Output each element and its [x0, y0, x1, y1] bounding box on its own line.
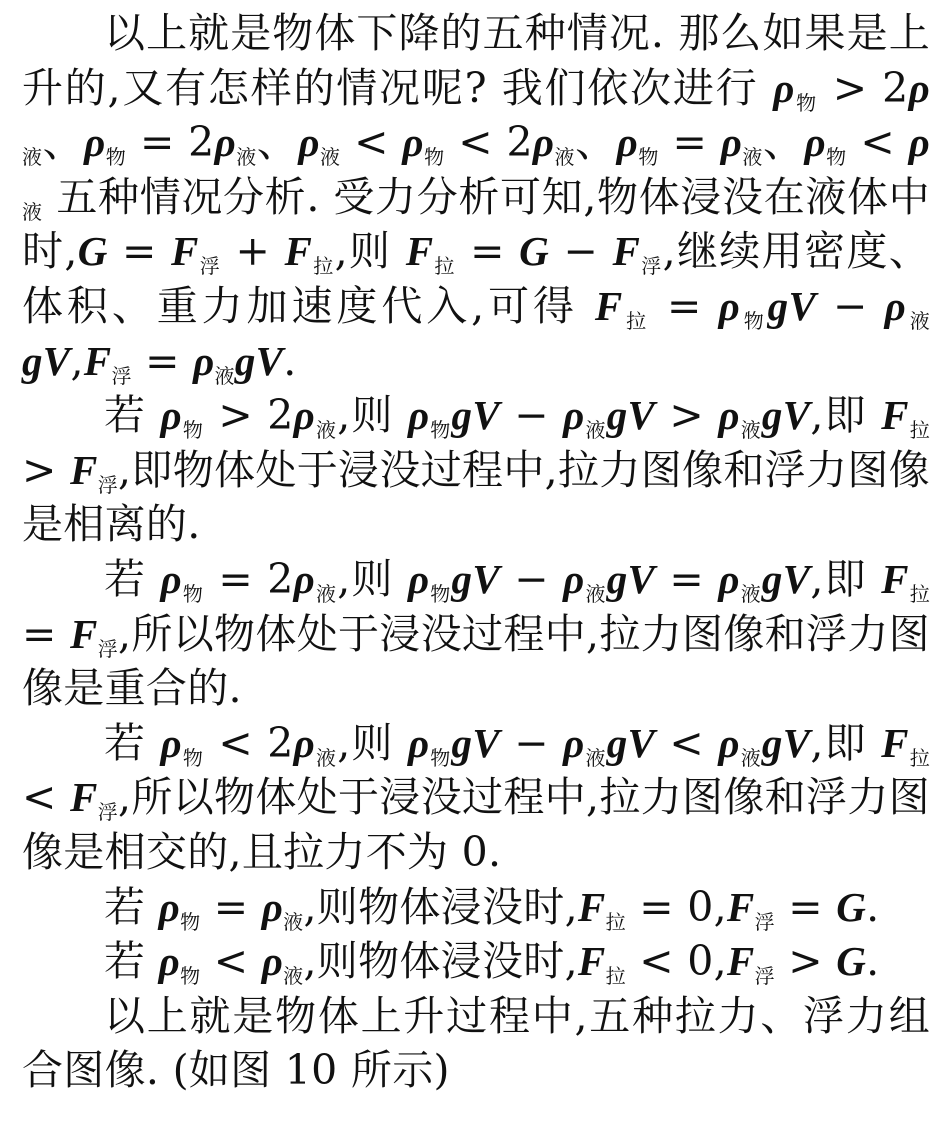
text-run: = [107, 227, 172, 276]
text-run: 、 [42, 118, 85, 167]
text-run: − [499, 391, 564, 440]
text-run: = [22, 609, 71, 658]
math-symbol: gV [22, 337, 71, 384]
math-symbol: $\rho_液$ [293, 555, 338, 606]
math-subscript: 液 [315, 583, 338, 606]
text-run: ,所以物体处于浸没过程中,拉力图像和浮力图像是重合的. [22, 609, 930, 713]
math-symbol: $F_拉$ [284, 228, 335, 279]
math-subscript: 物 [105, 147, 127, 170]
math-subscript: 液 [283, 966, 304, 989]
text-run: < 2 [204, 718, 294, 767]
text-run: 若 [104, 554, 161, 603]
text-run: . [866, 882, 880, 931]
math-symbol: $\rho_液$ [718, 719, 762, 770]
math-subscript: 拉 [605, 966, 626, 989]
math-subscript: 物 [181, 583, 205, 606]
math-subscript: 浮 [111, 365, 132, 388]
text-run: < 0, [625, 937, 727, 986]
math-symbol: $F_浮$ [612, 228, 663, 279]
paragraph-case-less-density [22, 934, 930, 989]
math-symbol: $\rho_物$ [773, 64, 818, 115]
text-run: . [283, 336, 297, 385]
math-subscript: 物 [180, 911, 201, 934]
math-subscript: 拉 [908, 583, 930, 606]
math-subscript: 液 [906, 310, 930, 333]
math-subscript: 浮 [198, 256, 222, 279]
math-symbol: gV [451, 392, 500, 439]
math-subscript: 物 [638, 147, 659, 170]
math-symbol: $\rho_物$ [718, 282, 768, 333]
math-subscript: 液 [584, 747, 607, 770]
text-run: > [655, 391, 719, 440]
text-run: ,即 [810, 718, 882, 767]
math-symbol: $F_浮$ [83, 337, 132, 388]
math-subscript: 物 [181, 747, 205, 770]
text-run: > 2 [817, 63, 909, 112]
math-subscript: 液 [584, 420, 607, 443]
text-run: 五种情况分析. 受力分析可知,物体浸没在液体中时, [22, 172, 930, 276]
text-run: = 2 [204, 554, 294, 603]
text-run: ,即 [810, 391, 882, 440]
text-run: − [499, 718, 564, 767]
text-run: − [549, 227, 613, 276]
text-run: ,则 [337, 718, 408, 767]
text-run: < 2 [444, 118, 533, 167]
text-run: = 2 [126, 118, 215, 167]
paragraph-case-less-than-double [22, 716, 930, 880]
text-run: 若 [104, 882, 159, 931]
math-symbol: $\rho_液$ [718, 392, 762, 443]
text-run: 、 [762, 118, 805, 167]
math-symbol: $\rho_液$ [884, 282, 930, 333]
math-subscript: 液 [739, 747, 762, 770]
math-symbol: $\rho_物$ [160, 719, 205, 770]
text-run: ,继续用密度、体积、重力加速度代入,可得 [22, 227, 930, 330]
math-symbol: $F_浮$ [70, 446, 119, 497]
text-run: 若 [104, 391, 161, 440]
text-run: ,则 [337, 391, 408, 440]
math-symbol: gV [451, 719, 500, 766]
math-symbol: $\rho_液$ [298, 119, 341, 170]
paragraph-conclusion [22, 989, 930, 1098]
math-subscript: 物 [429, 420, 452, 443]
math-symbol: $\rho_液$ [22, 119, 930, 224]
math-symbol: gV [606, 392, 656, 439]
math-symbol: $F_拉$ [881, 719, 930, 770]
math-symbol: $\rho_物$ [158, 938, 201, 989]
math-subscript: 浮 [754, 911, 775, 934]
math-symbol: G [519, 228, 550, 275]
math-symbol: $\rho_液$ [563, 719, 607, 770]
text-run: ,即 [810, 554, 882, 603]
math-symbol: $\rho_物$ [158, 883, 201, 934]
math-subscript: 液 [22, 147, 43, 170]
math-symbol: gV [761, 719, 811, 766]
text-run: ,则物体浸没时, [303, 937, 578, 986]
math-symbol: G [77, 228, 108, 275]
math-symbol: gV [606, 719, 656, 766]
math-subscript: 拉 [622, 310, 651, 333]
math-subscript: 浮 [640, 256, 663, 279]
math-symbol: gV [606, 555, 656, 602]
math-subscript: 浮 [754, 966, 775, 989]
text-run: ,则 [337, 554, 408, 603]
text-run: = [655, 554, 719, 603]
text-run: . [866, 937, 880, 986]
text-run: + [221, 227, 285, 276]
text-run: > [22, 445, 71, 494]
text-run: 若 [104, 718, 161, 767]
text-run: < [200, 937, 262, 986]
math-subscript: 液 [315, 747, 338, 770]
text-run: = [774, 882, 837, 931]
math-symbol: $\rho_液$ [532, 119, 576, 170]
math-subscript: 液 [584, 583, 607, 606]
math-symbol: $\rho_液$ [193, 337, 235, 388]
math-symbol: $\rho_物$ [407, 555, 452, 606]
text-run: − [499, 554, 564, 603]
math-symbol: $\rho_物$ [616, 119, 659, 170]
math-symbol: $F_浮$ [726, 938, 775, 989]
text-run: ,所以物体处于浸没过程中,拉力图像和浮力图像是相交的,且拉力不为 0. [22, 773, 930, 876]
math-symbol: $\rho_物$ [84, 119, 127, 170]
math-symbol: $\rho_液$ [718, 555, 762, 606]
math-symbol: $F_拉$ [577, 883, 626, 934]
text-run: = [200, 882, 262, 931]
math-symbol: $\rho_液$ [563, 555, 607, 606]
math-subscript: 液 [235, 147, 257, 170]
math-symbol: $F_浮$ [70, 610, 119, 661]
math-symbol: $\rho_液$ [214, 119, 257, 170]
text-run: = [131, 336, 194, 385]
math-symbol: $F_拉$ [881, 392, 930, 443]
paragraph-case-greater-than-double [22, 388, 930, 552]
math-symbol: $\rho_物$ [160, 555, 205, 606]
text-run: 、 [256, 118, 299, 167]
math-symbol: $F_拉$ [405, 228, 456, 279]
math-subscript: 浮 [97, 802, 119, 825]
math-symbol: $\rho_物$ [407, 719, 452, 770]
paragraph-case-equal-density [22, 880, 930, 935]
text-run: < [846, 118, 909, 167]
text-run: = 0, [625, 882, 727, 931]
paragraph-case-equal-double [22, 552, 930, 716]
math-subscript: 拉 [908, 420, 930, 443]
math-symbol: $\rho_物$ [407, 392, 452, 443]
math-subscript: 拉 [312, 256, 335, 279]
math-subscript: 液 [214, 365, 235, 388]
text-run: , [70, 336, 84, 385]
math-subscript: 浮 [97, 638, 119, 661]
math-symbol: $\rho_液$ [261, 883, 304, 934]
math-symbol: $\rho_液$ [293, 719, 338, 770]
text-run: > [774, 937, 837, 986]
math-symbol: $F_拉$ [594, 282, 651, 333]
math-subscript: 液 [315, 420, 338, 443]
math-symbol: G [836, 938, 867, 985]
math-subscript: 拉 [433, 256, 456, 279]
text-run: = [455, 227, 520, 276]
text-run: = [650, 281, 719, 330]
math-subscript: 拉 [605, 911, 626, 934]
math-symbol: $F_浮$ [726, 883, 775, 934]
math-symbol: $\rho_物$ [402, 119, 445, 170]
math-symbol: gV [234, 337, 284, 384]
math-symbol: $\rho_液$ [261, 938, 304, 989]
math-subscript: 液 [739, 583, 762, 606]
math-symbol: $F_拉$ [881, 555, 930, 606]
math-subscript: 物 [181, 420, 205, 443]
math-symbol: $\rho_液$ [22, 64, 930, 170]
text-run: < [340, 118, 403, 167]
text-run: 、 [575, 118, 617, 167]
math-symbol: G [836, 883, 867, 930]
text-run: > 2 [204, 391, 294, 440]
math-symbol: gV [761, 392, 811, 439]
text-run: ,则 [334, 227, 406, 276]
math-symbol: gV [451, 555, 500, 602]
math-subscript: 液 [554, 147, 576, 170]
math-subscript: 液 [283, 911, 304, 934]
math-symbol: $\rho_物$ [804, 119, 847, 170]
text-run: ,即物体处于浸没过程中,拉力图像和浮力图像是相离的. [22, 445, 930, 549]
math-subscript: 浮 [97, 474, 119, 497]
math-subscript: 物 [794, 92, 818, 115]
text-run: 以上就是物体下降的五种情况. 那么如果是上升的,又有怎样的情况呢? 我们依次进行 [22, 9, 930, 112]
math-subscript: 物 [429, 583, 452, 606]
text-run: ,则物体浸没时, [303, 882, 578, 931]
math-subscript: 液 [22, 201, 43, 224]
math-symbol: $F_浮$ [70, 774, 119, 825]
math-symbol: gV [761, 555, 811, 602]
math-subscript: 拉 [908, 747, 930, 770]
paragraph-analysis-intro [22, 6, 930, 388]
math-symbol: $F_拉$ [577, 938, 626, 989]
math-symbol: gV [767, 282, 817, 329]
text-run: − [816, 281, 885, 330]
math-subscript: 液 [319, 147, 341, 170]
math-symbol: $F_浮$ [171, 228, 222, 279]
text-run: 若 [104, 937, 159, 986]
math-symbol: $\rho_液$ [563, 392, 607, 443]
math-subscript: 物 [180, 966, 201, 989]
text-run: 以上就是物体上升过程中,五种拉力、浮力组合图像. (如图 10 所示) [22, 991, 930, 1095]
math-subscript: 液 [739, 420, 762, 443]
math-subscript: 物 [423, 147, 445, 170]
math-symbol: $\rho_液$ [293, 392, 338, 443]
math-subscript: 物 [740, 310, 768, 333]
math-symbol: $\rho_液$ [720, 119, 763, 170]
math-subscript: 物 [825, 147, 847, 170]
math-subscript: 液 [742, 147, 763, 170]
math-symbol: $\rho_物$ [160, 392, 205, 443]
math-subscript: 物 [429, 747, 452, 770]
text-run: < [655, 718, 719, 767]
text-run: = [658, 118, 721, 167]
text-run: < [22, 773, 71, 822]
